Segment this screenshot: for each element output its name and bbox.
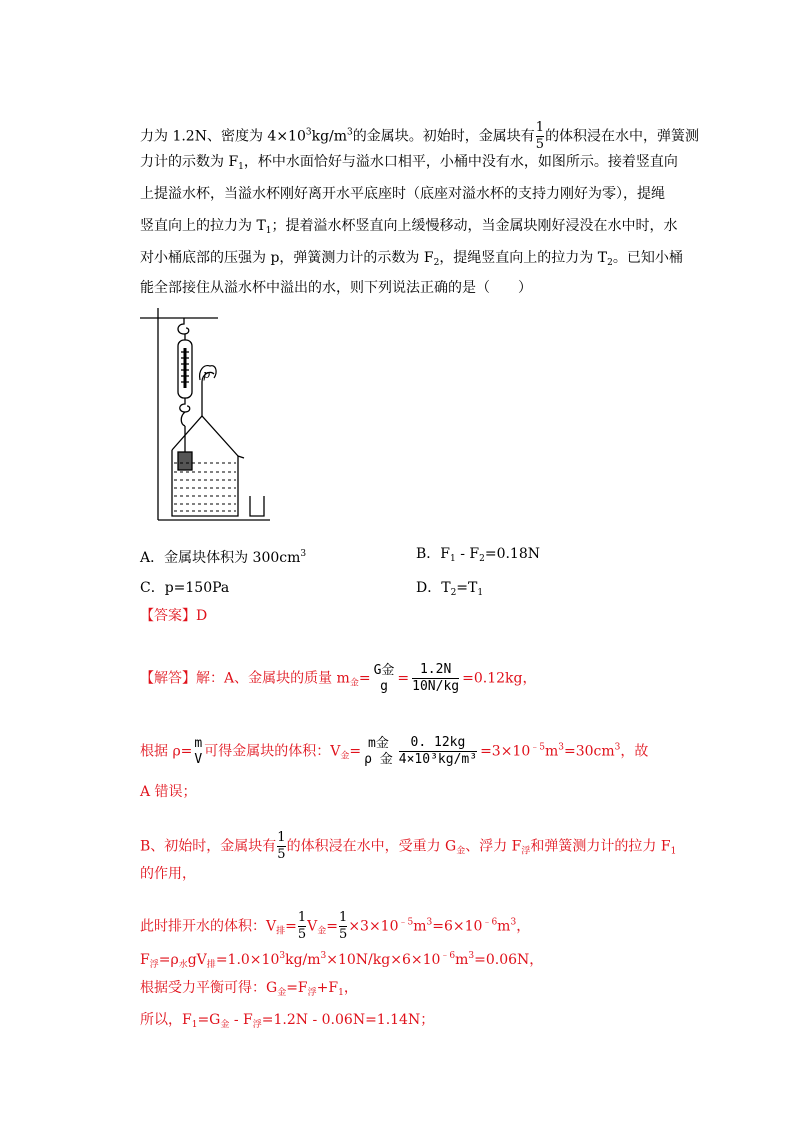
lower-hook — [180, 398, 190, 412]
question-line-4: 竖直向上的拉力为 $T_1$；提着溢水杯竖直向上缓慢移动，当金属块刚好浸没在水中时，水 — [140, 218, 678, 236]
fraction-one-fifth: $\frac{1}{5}$ — [535, 120, 545, 152]
solution-line-6: 此时排开水的体积：$V_排=$ $\frac{1}{5}$ $V_金=$ $\frac{1}{5}$ $\times 3\times 10^{﹣5}m^3=6\times 10^{﹣6}m^3$， — [140, 910, 531, 942]
option-a[interactable]: A．金属块体积为 $300cm^3$ — [140, 549, 307, 566]
solution-line-7: $F_浮=\rho_水gV_排=1.0\times 10^3kg/m^3\times 10N/kg\times 6\times 10^{﹣6}m^3=0.06N$， — [140, 951, 544, 970]
solution-line-5: 的作用， — [140, 866, 196, 882]
solution-line-9: 所以，$F_1=G_金 - F_浮=1.2N - 0.06N=1.14N$； — [140, 1012, 435, 1030]
fraction-mass-over-density: $\frac{0. 12kg}{\text{4×10³kg/m³}}$ — [398, 735, 478, 767]
fraction-one-fifth-c: $\frac{1}{5}$ — [297, 910, 307, 942]
option-d[interactable]: D．$T_2=T_1$ — [416, 580, 484, 598]
fraction-weight-over-g: $\frac{1.2N}{10N/kg}$ — [412, 662, 460, 694]
answer-line: 【答案】D — [140, 608, 208, 624]
question-line-5: 对小桶底部的压强为 p，弹簧测力计的示数为 $F_2$，提绳竖直向上的拉力为 $T_2$。已知小桶 — [140, 250, 683, 268]
option-c[interactable]: C．p=150Pa — [140, 580, 230, 596]
fraction-one-fifth-b: $\frac{1}{5}$ — [277, 830, 286, 862]
option-b[interactable]: B．$F_1 - F_2=0.18N$ — [416, 546, 540, 564]
fraction-m-over-rho: m金 ρ 金 — [364, 735, 393, 767]
question-line-3: 上提溢水杯，当溢水杯刚好离开水平底座时（底座对溢水杯的支持力刚好为零），提绳 — [140, 186, 665, 202]
apparatus-figure — [140, 308, 280, 523]
small-bucket — [250, 496, 264, 516]
solution-line-8: 根据受力平衡可得：$G_金=F_浮+F_1$， — [140, 980, 358, 998]
top-hook — [178, 318, 189, 334]
svg-text:p: p — [203, 368, 211, 381]
solution-line-2: 根据 ρ= m V 可得金属块的体积：$V_金=$ m金 ρ 金 $\frac{0. 12kg}{\text{4×10³kg/m³}}$ $=3\times 10^{﹣5}m^3=30cm^3$，故 — [140, 735, 649, 767]
question-line-2: 力计的示数为 $F_1$，杯中水面恰好与溢水口相平，小桶中没有水，如图所示。接着竖直向 — [140, 154, 678, 172]
fraction-m-over-v: m V — [194, 735, 203, 767]
fraction-g-over-g: G金 g — [373, 662, 395, 694]
question-line-6: 能全部接住从溢水杯中溢出的水，则下列说法正确的是（ ） — [140, 280, 532, 296]
fraction-one-fifth-d: $\frac{1}{5}$ — [339, 910, 348, 942]
solution-line-1: 【解答】解：A、金属块的质量 $m_金=$ G金 g = $\frac{1.2N}{10N/kg}$ =0.12kg， — [140, 662, 537, 694]
question-line-1: 力为 1.2N、密度为 $4\times 10^3kg/m^3$的金属块。初始时，金属块有 $\frac{1}{5}$ 的体积浸在水中，弹簧测 — [140, 120, 700, 152]
solution-line-3: A 错误； — [140, 784, 197, 800]
metal-block — [178, 452, 192, 470]
solution-line-4: B、初始时，金属块有 $\frac{1}{5}$ 的体积浸在水中，受重力 $G_金$、浮力 $F_浮$和弹簧测力计的拉力 $F_1$ — [140, 830, 677, 862]
